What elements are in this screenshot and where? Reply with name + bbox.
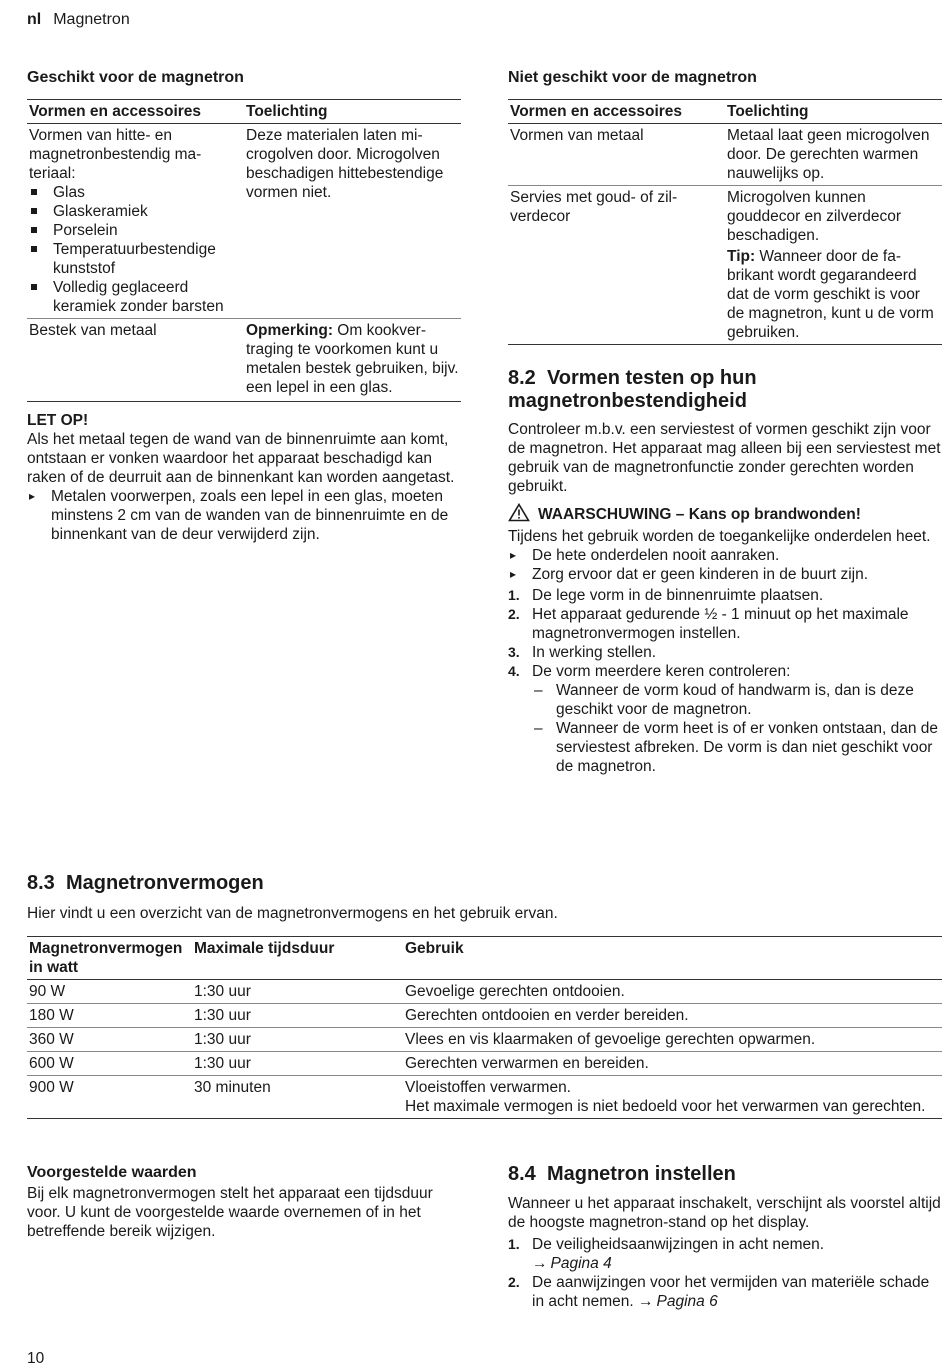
table-header-row <box>27 100 461 124</box>
step-number: 1. <box>508 1236 520 1252</box>
warning-title: WAARSCHUWING – Kans op brandwonden! <box>538 506 861 523</box>
note-text: Om kookvertraging te voorkomen kunt u metalen bestek gebruiken, bijv. een lepel in een glas. <box>246 322 459 396</box>
table-cell: Metaal laat geen microgolven door. De gerechten warmen nauwelijks op. <box>727 127 930 182</box>
suitable-table <box>27 99 461 402</box>
step-item <box>508 1273 942 1311</box>
table-cell: 1:30 uur <box>194 1007 251 1024</box>
table-cell: Vlees en vis klaarmaken of gevoelige gerechten opwarmen. <box>405 1031 816 1048</box>
table-cell: Vormen van metaal <box>510 127 644 144</box>
warning-heading <box>508 503 942 527</box>
table-cell: 1:30 uur <box>194 983 251 1000</box>
step-text: Het apparaat gedurende ½ - 1 minuut op het maximale magnetronvermogen instellen. <box>532 606 909 642</box>
step-item <box>508 605 942 643</box>
section-intro: Hier vindt u een overzicht van de magnetronvermogens en het gebruik ervan. <box>27 905 558 922</box>
section-number: 8.3 <box>27 872 55 894</box>
table-cell <box>403 1076 942 1119</box>
table-cell <box>725 186 942 345</box>
section-intro: Wanneer u het apparaat inschakelt, verschijnt als voorstel altijd de hoogste magnetron-stand op het display. <box>508 1195 941 1231</box>
list-item: – Wanneer de vorm koud of handwarm is, dan is deze geschikt voor de magnetron. <box>532 681 942 719</box>
table-cell: 180 W <box>29 1007 74 1024</box>
list-item: ▸ De hete onderdelen nooit aanraken. <box>508 546 942 565</box>
caution-list <box>27 487 461 544</box>
step-text: De lege vorm in de binnenruimte plaatsen. <box>532 587 824 604</box>
step-item <box>508 586 942 605</box>
column-header: Gebruik <box>405 940 464 957</box>
section-title: Magnetronvermogen <box>65 872 264 894</box>
section-title: Vormen testen op hun magnetronbestendigheid <box>508 367 757 412</box>
suitable-title: Geschikt voor de magnetron <box>27 69 244 86</box>
list-item: Temperatuurbestendige kunststof <box>29 240 242 278</box>
list-item: – Wanneer de vorm heet is of er vonken ontstaan, dan de serviestest afbreken. De vorm is dan niet geschikt voor de magnetron. <box>532 719 942 776</box>
table-cell: 900 W <box>29 1079 74 1096</box>
table-row <box>27 1004 942 1028</box>
defaults-text: Bij elk magnetronvermogen stelt het apparaat een tijdsduur voor. U kunt de voorgestelde waarde overnemen of in het betreffende bereik wijzigen. <box>27 1185 433 1240</box>
table-row <box>27 1028 942 1052</box>
list-item: ▸ Zorg ervoor dat er geen kinderen in de buurt zijn. <box>508 565 942 584</box>
table-cell: Gerechten ontdooien en verder bereiden. <box>405 1007 689 1024</box>
table-cell: 1:30 uur <box>194 1055 251 1072</box>
table-cell: Gevoelige gerechten ontdooien. <box>405 983 625 1000</box>
power-table <box>27 936 942 1119</box>
step-text: De aanwijzingen voor het vermijden van materiële schade in acht nemen. <box>532 1274 930 1310</box>
table-row <box>27 124 461 319</box>
cell-text: Het maximale vermogen is niet bedoeld voor het verwarmen van gerechten. <box>405 1098 926 1115</box>
table-cell: Gerechten verwarmen en bereiden. <box>405 1055 649 1072</box>
table-row <box>27 980 942 1004</box>
material-list <box>29 183 242 316</box>
list-item: Volledig geglaceerd keramiek zonder barsten <box>29 278 242 316</box>
section-heading-8-3 <box>27 872 942 895</box>
warning-triangle-icon <box>508 503 530 527</box>
table-cell: 360 W <box>29 1031 74 1048</box>
step-item <box>508 643 942 662</box>
suitable-section <box>27 68 461 544</box>
list-item: ▸ Metalen voorwerpen, zoals een lepel in een glas, moeten minstens 2 cm van de wanden van de binnenruimte en de binnenkant van de deur verwijderd zijn. <box>27 487 461 544</box>
section-title: Magnetron instellen <box>546 1163 736 1185</box>
caution-text: Als het metaal tegen de wand van de binnenruimte aan komt, ontstaan er vonken waardoor het apparaat beschadigd kan raken of de deurruit aan de binnenkant kan worden aangetast. <box>27 431 455 486</box>
step-item <box>508 1235 942 1273</box>
section-heading-8-2 <box>508 367 942 413</box>
power-section <box>27 872 942 1119</box>
table-header-row <box>508 100 942 124</box>
table-cell: Servies met goud- of zilverdecor <box>510 189 678 225</box>
step-number: 2. <box>508 1274 520 1290</box>
step-item <box>508 662 942 776</box>
page-header <box>27 10 130 29</box>
tip-label: Tip: <box>727 248 756 265</box>
table-cell: 600 W <box>29 1055 74 1072</box>
column-header: Magnetronvermogen in watt <box>29 940 183 976</box>
table-row <box>508 186 942 345</box>
step-text: De vorm meerdere keren controleren: <box>532 663 791 680</box>
note-label: Opmerking: <box>246 322 333 339</box>
section-number: 8.2 <box>508 367 536 389</box>
caution-title: LET OP! <box>27 412 89 429</box>
cell-text: Microgolven kunnen gouddecor en zilverdecor beschadigen. <box>727 189 902 244</box>
section-number: 8.4 <box>508 1163 536 1185</box>
setup-steps <box>508 1235 942 1311</box>
table-row <box>27 1076 942 1119</box>
page-number: 10 <box>27 1350 45 1367</box>
tip-text <box>727 247 940 342</box>
table-cell <box>27 124 244 319</box>
unsuitable-title: Niet geschikt voor de magnetron <box>508 69 757 86</box>
table-row <box>27 1052 942 1076</box>
column-header: Toelichting <box>727 103 809 120</box>
table-cell <box>244 319 461 402</box>
warning-list <box>508 546 942 584</box>
tip-body: Wanneer door de fabrikant wordt gegarandeerd dat de vorm geschikt is voor de magnetron, kunt u de vorm gebruiken. <box>727 248 934 341</box>
list-item: Glaskeramiek <box>29 202 242 221</box>
warning-text: Tijdens het gebruik worden de toegankelijke onderdelen heet. <box>508 528 931 545</box>
header-title: Magnetron <box>53 11 130 28</box>
step-number: 1. <box>508 587 520 603</box>
section-heading-8-4 <box>508 1163 942 1186</box>
step-number: 3. <box>508 644 520 660</box>
section-intro: Controleer m.b.v. een serviestest of vormen geschikt zijn voor de magnetron. Het apparaat mag alleen bij een serviestest met gebruik van de magnetronfunctie zonder gerechten worden gebruikt. <box>508 421 941 495</box>
table-cell: 30 minuten <box>194 1079 271 1096</box>
column-header: Maximale tijdsduur <box>194 940 335 957</box>
list-item: Glas <box>29 183 242 202</box>
table-cell: Bestek van metaal <box>29 322 157 339</box>
column-header: Vormen en accessoires <box>510 103 683 120</box>
table-header-row <box>27 937 942 980</box>
test-steps <box>508 586 942 776</box>
page-reference-link[interactable]: Pagina 6 <box>656 1293 718 1310</box>
table-row <box>27 319 461 402</box>
arrow-right-icon: → <box>532 1255 548 1272</box>
page-reference-link[interactable]: Pagina 4 <box>550 1255 612 1272</box>
sub-list <box>532 681 942 776</box>
table-cell: 90 W <box>29 983 66 1000</box>
step-text: In werking stellen. <box>532 644 657 661</box>
arrow-right-icon: → <box>638 1293 654 1310</box>
unsuitable-table <box>508 99 942 345</box>
step-number: 2. <box>508 606 520 622</box>
unsuitable-section <box>508 68 942 776</box>
list-item: Porselein <box>29 221 242 240</box>
table-cell: Deze materialen laten microgolven door. Microgolven beschadigen hittebestendige vormen niet. <box>246 127 444 201</box>
step-text: De veiligheidsaanwijzingen in acht nemen. <box>532 1236 825 1253</box>
defaults-section <box>27 1163 461 1241</box>
step-number: 4. <box>508 663 520 679</box>
cell-text: Vormen van hitte- en magnetronbestendig materiaal: <box>29 127 202 182</box>
language-code: nl <box>27 11 42 28</box>
table-cell: 1:30 uur <box>194 1031 251 1048</box>
defaults-title: Voorgestelde waarden <box>27 1164 197 1181</box>
setup-section <box>508 1163 942 1311</box>
column-header: Toelichting <box>246 103 328 120</box>
column-header: Vormen en accessoires <box>29 103 202 120</box>
cell-text: Vloeistoffen verwarmen. <box>405 1079 571 1096</box>
table-row <box>508 124 942 186</box>
